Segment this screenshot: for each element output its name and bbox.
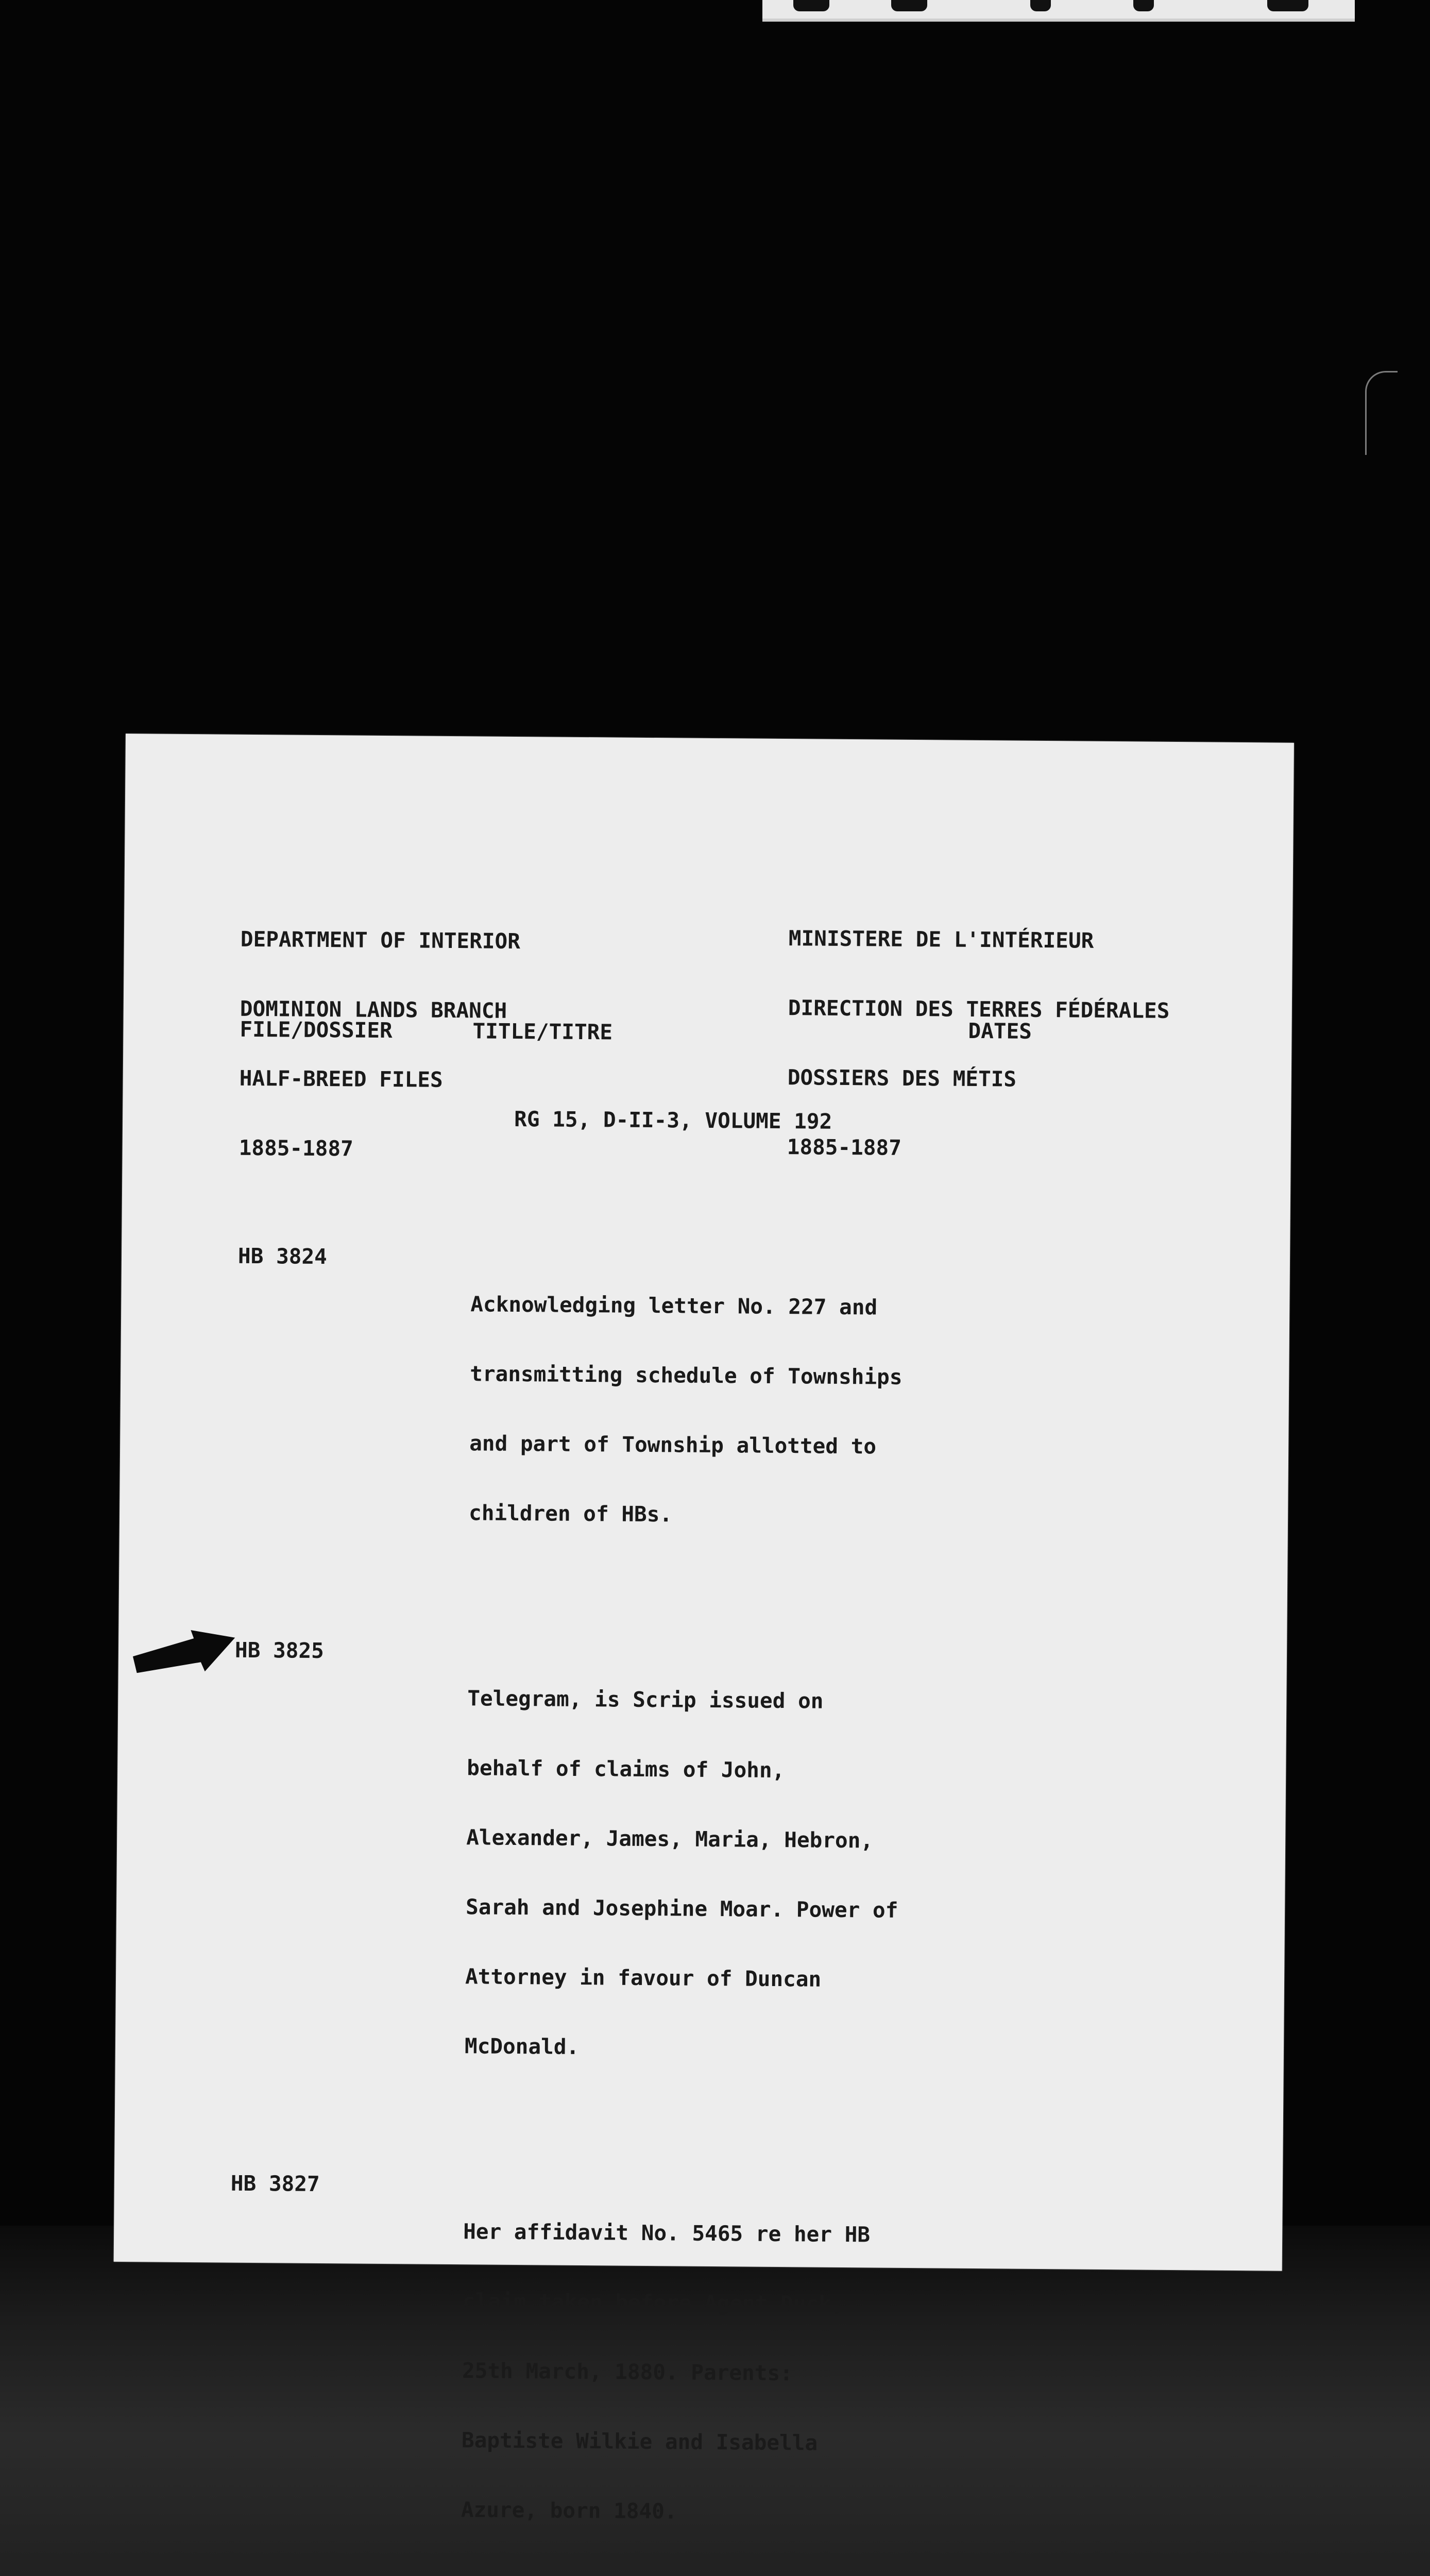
file-title [464, 1640, 900, 2108]
column-head-title: TITLE/TITRE [472, 1019, 613, 1045]
file-title [461, 2174, 871, 2571]
file-entry [231, 1639, 1214, 2110]
file-title-line: 25th March, 1880. Parents: [462, 2358, 793, 2386]
file-title-line: transmitting schedule of Townships [470, 1361, 903, 1389]
file-title-line: behalf of claims of John, [467, 1755, 785, 1783]
file-title-line: Alexander, James, Maria, Hebron, [466, 1825, 874, 1853]
file-number: HB 3827 [230, 2171, 320, 2197]
column-head-dates: DATES [968, 1018, 1032, 1044]
film-mark [1030, 0, 1051, 11]
file-title-line: Baptiste Wilkie and Isabella [461, 2428, 818, 2455]
column-head-file: FILE/DOSSIER [240, 1016, 393, 1043]
file-title-line: Acknowledging letter No. 227 and [470, 1292, 878, 1320]
film-scratch [1365, 371, 1398, 455]
header-english [239, 882, 521, 1208]
header-french-line: DOSSIERS DES MÉTIS [787, 1065, 1017, 1092]
header-french [787, 880, 1170, 1208]
film-mark [891, 0, 927, 11]
file-entry [235, 1245, 1217, 1577]
file-title-line: Attorney in favour of Duncan [465, 1964, 822, 1992]
file-title-line: Azure, born 1840. [461, 2497, 677, 2524]
file-title-line: Telegram, is Scrip issued on [467, 1686, 824, 1714]
file-entry [228, 2172, 1210, 2574]
header-french-line: DIRECTION DES TERRES FÉDÉRALES [788, 995, 1170, 1023]
file-title-line: claim taken before Agent Duck, [462, 2289, 844, 2317]
header-english-line: DOMINION LANDS BRANCH [240, 996, 507, 1023]
header-french-line: 1885-1887 [787, 1134, 902, 1160]
file-number: HB 3824 [237, 1243, 328, 1269]
document-page [114, 734, 1294, 2524]
file-title-line: McDonald. [464, 2033, 580, 2059]
header-french-line: MINISTERE DE L'INTÉRIEUR [788, 926, 1094, 953]
file-title-line: Her affidavit No. 5465 re her HB [463, 2219, 871, 2247]
film-mark [1267, 0, 1308, 11]
film-mark [1133, 0, 1154, 11]
file-list [215, 1198, 1217, 2576]
file-title-line: and part of Township allotted to [469, 1431, 877, 1459]
film-edge-strip [762, 0, 1355, 22]
film-mark [793, 0, 829, 11]
header-english-line: 1885-1887 [239, 1135, 354, 1161]
file-number: HB 3825 [234, 1637, 325, 1664]
header-english-line: DEPARTMENT OF INTERIOR [240, 926, 521, 954]
file-title [468, 1246, 903, 1574]
header-english-line: HALF-BREED FILES [239, 1065, 443, 1092]
file-title-line: Sarah and Josephine Moar. Power of [465, 1894, 898, 1923]
pointer-arrow-icon [133, 1626, 236, 1674]
file-title-line: children of HBs. [468, 1500, 673, 1527]
volume-reference: RG 15, D-II-3, VOLUME 192 [514, 1106, 832, 1134]
